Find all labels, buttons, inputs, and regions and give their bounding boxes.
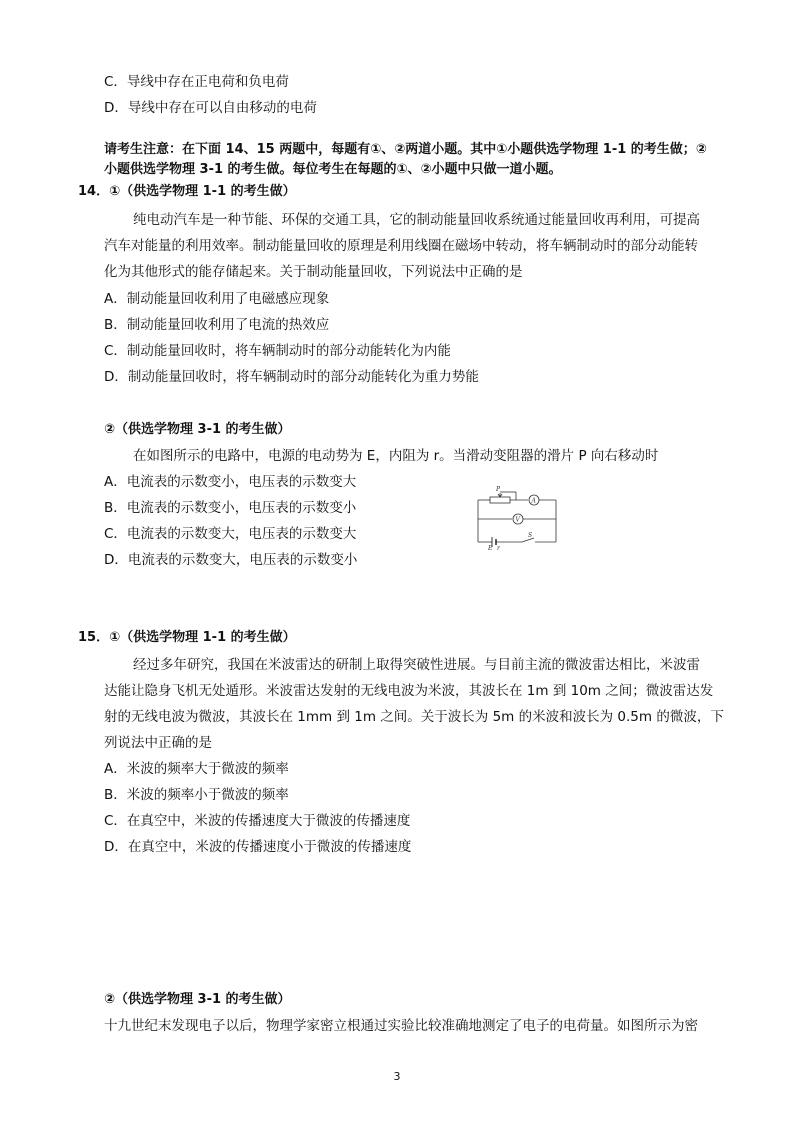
- notice-line-2: 小题供选学物理 3-1 的考生做。每位考生在每题的①、②小题中只做一道小题。: [104, 162, 562, 177]
- q15-text-line-3: 射的无线电波为微波，其波长在 1mm 到 1m 之间。关于波长为 5m 的米波和波长为 0.5m 的微波，下: [104, 709, 724, 725]
- q15-option-a: A．米波的频率大于微波的频率: [104, 761, 289, 777]
- q14-part2-text: 在如图所示的电路中，电源的电动势为 E，内阻为 r。当滑动变阻器的滑片 P 向右移动时: [133, 448, 659, 464]
- label-p: P: [496, 486, 501, 493]
- q14-option-a: A．制动能量回收利用了电磁感应现象: [104, 291, 330, 307]
- page-number: 3: [393, 1070, 401, 1083]
- q14-option-b: B．制动能量回收利用了电流的热效应: [104, 317, 330, 333]
- label-a: A: [531, 497, 536, 505]
- q14-option-d: D．制动能量回收时，将车辆制动时的部分动能转化为重力势能: [104, 369, 479, 385]
- option-d: D．导线中存在可以自由移动的电荷: [104, 100, 317, 116]
- q14-part2-option-a: A．电流表的示数变小，电压表的示数变大: [104, 474, 357, 490]
- label-s: S: [528, 532, 533, 539]
- q14-option-c: C．制动能量回收时，将车辆制动时的部分动能转化为内能: [104, 343, 451, 359]
- option-c: C．导线中存在正电荷和负电荷: [104, 74, 289, 90]
- label-r: r: [497, 545, 500, 550]
- notice-line-1: 请考生注意：在下面 14、15 两题中，每题有①、②两道小题。其中①小题供选学物理 1-1 的考生做；②: [104, 142, 707, 157]
- question-14-number: 14．①（供选学物理 1-1 的考生做）: [78, 184, 296, 199]
- label-v: V: [515, 516, 520, 524]
- label-e: E: [488, 545, 493, 550]
- q14-part2-option-d: D．电流表的示数变大，电压表的示数变小: [104, 552, 358, 568]
- q15-option-d: D．在真空中，米波的传播速度小于微波的传播速度: [104, 839, 412, 855]
- q15-text-line-4: 列说法中正确的是: [104, 735, 212, 751]
- question-15-number: 15．①（供选学物理 1-1 的考生做）: [78, 630, 296, 645]
- q14-text-line-2: 汽车对能量的利用效率。制动能量回收的原理是利用线圈在磁场中转动，将车辆制动时的部分动能转: [104, 238, 698, 254]
- q15-part1-heading: ①（供选学物理 1-1 的考生做）: [109, 630, 296, 645]
- rheostat-resistor: [490, 497, 510, 503]
- q14-part1-heading: ①（供选学物理 1-1 的考生做）: [109, 184, 296, 199]
- q14-part2-heading: ②（供选学物理 3-1 的考生做）: [104, 422, 291, 437]
- circuit-diagram: [472, 484, 562, 550]
- q14-part2-option-c: C．电流表的示数变大，电压表的示数变大: [104, 526, 357, 542]
- q15-text-line-2: 达能让隐身飞机无处遁形。米波雷达发射的无线电波为米波，其波长在 1m 到 10m 之间；微波雷达发: [104, 683, 714, 699]
- q14-text-line-3: 化为其他形式的能存储起来。关于制动能量回收，下列说法中正确的是: [104, 264, 523, 280]
- q14-text-line-1: 纯电动汽车是一种节能、环保的交通工具，它的制动能量回收系统通过能量回收再利用，可提高: [133, 212, 700, 228]
- q15-option-b: B．米波的频率小于微波的频率: [104, 787, 289, 803]
- q15-part2-text: 十九世纪末发现电子以后，物理学家密立根通过实验比较准确地测定了电子的电荷量。如图所示为密: [104, 1018, 698, 1034]
- q15-text-line-1: 经过多年研究，我国在米波雷达的研制上取得突破性进展。与目前主流的微波雷达相比，米波雷: [133, 657, 700, 673]
- q14-part2-option-b: B．电流表的示数变小，电压表的示数变小: [104, 500, 357, 516]
- q15-option-c: C．在真空中，米波的传播速度大于微波的传播速度: [104, 813, 411, 829]
- q15-part2-heading: ②（供选学物理 3-1 的考生做）: [104, 992, 291, 1007]
